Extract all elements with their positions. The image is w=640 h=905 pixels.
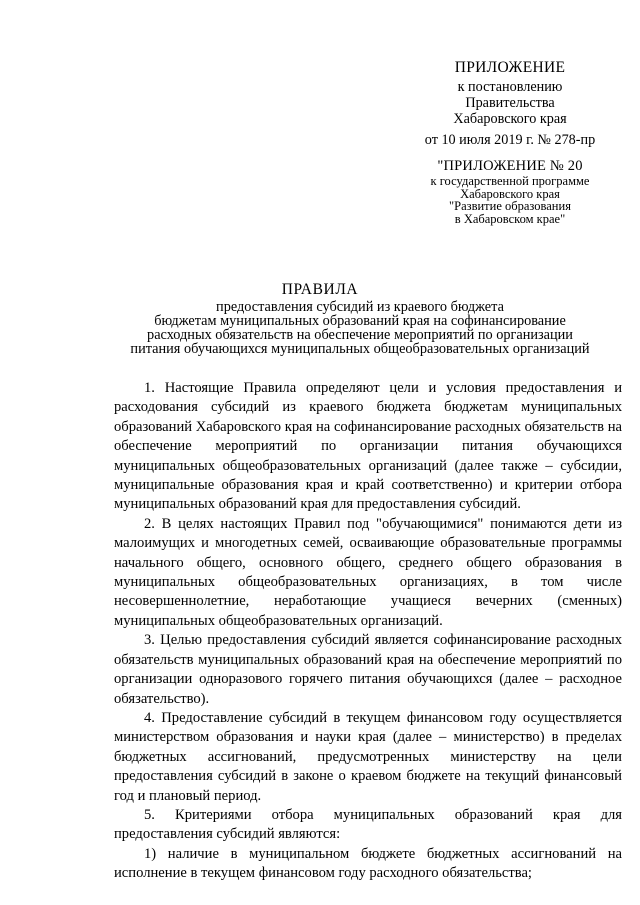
paragraph-5-item-1: 1) наличие в муниципальном бюджете бюджетных ассигнований на исполнение в текущем финансовом году расходного обязательства; <box>114 845 622 882</box>
annex-20-line: к государственной программе <box>430 174 590 188</box>
rules-subtitle <box>100 300 620 356</box>
paragraph-5: 5. Критериями отбора муниципальных образований края для предоставления субсидий являются: <box>114 806 622 843</box>
annex-20-block <box>390 158 630 225</box>
annex-heading: ПРИЛОЖЕНИЕ <box>454 59 566 76</box>
annex-block <box>390 60 630 225</box>
rules-title: ПРАВИЛА <box>281 281 359 298</box>
paragraph-2: 2. В целях настоящих Правил под "обучающимися" понимаются дети из малоимущих и многодетных семей, осваивающие образовательные программы начального общего, основного общего, среднего общего образования в муниципальных общеобразовательных организациях, в том числе несовершеннолетние, неработающие учащиеся вечерних (сменных) муниципальных общеобразовательных организаций. <box>114 515 622 629</box>
document-body <box>114 379 622 884</box>
rules-subtitle-line: питания обучающихся муниципальных общеобразовательных организаций <box>130 341 590 357</box>
annex-20-line: "Развитие образования <box>449 199 571 213</box>
annex-line: Правительства <box>465 95 555 111</box>
annex-20-line: в Хабаровском крае" <box>454 211 566 226</box>
rules-subtitle-line: бюджетам муниципальных образований края на софинансирование <box>154 313 566 329</box>
paragraph-3: 3. Целью предоставления субсидий является софинансирование расходных обязательств муниципальных образований края на обеспечение мероприятий по организации одноразового горячего питания обучающихся (далее – расходное обязательство). <box>114 632 622 707</box>
annex-line: Хабаровского края <box>453 111 567 127</box>
rules-subtitle-line: расходных обязательств на обеспечение мероприятий по организации <box>147 327 573 343</box>
annex-20-heading: "ПРИЛОЖЕНИЕ № 20 <box>437 158 583 174</box>
paragraph-1: 1. Настоящие Правила определяют цели и условия предоставления и расходования субсидий из краевого бюджета бюджетам муниципальных образований Хабаровского края на софинансирование расходных обязательств на обеспечение мероприятий по организации питания обучающихся муниципальных общеобразовательных организаций (далее также – субсидии, муниципальные образования края и край соответственно) и критерии отбора муниципальных образований края для предоставления субсидий. <box>114 380 622 513</box>
annex-date-line: от 10 июля 2019 г. № 278-пр <box>424 132 596 148</box>
rules-subtitle-line: предоставления субсидий из краевого бюджета <box>216 299 504 315</box>
paragraph-4: 4. Предоставление субсидий в текущем финансовом году осуществляется министерством образования и науки края (далее – министерство) в пределах бюджетных ассигнований, предусмотренных министерству на цели предоставления субсидий в законе о краевом бюджете на текущий финансовый год и плановый период. <box>114 709 622 804</box>
annex-20-line: Хабаровского края <box>460 186 560 201</box>
annex-line: к постановлению <box>457 79 563 95</box>
